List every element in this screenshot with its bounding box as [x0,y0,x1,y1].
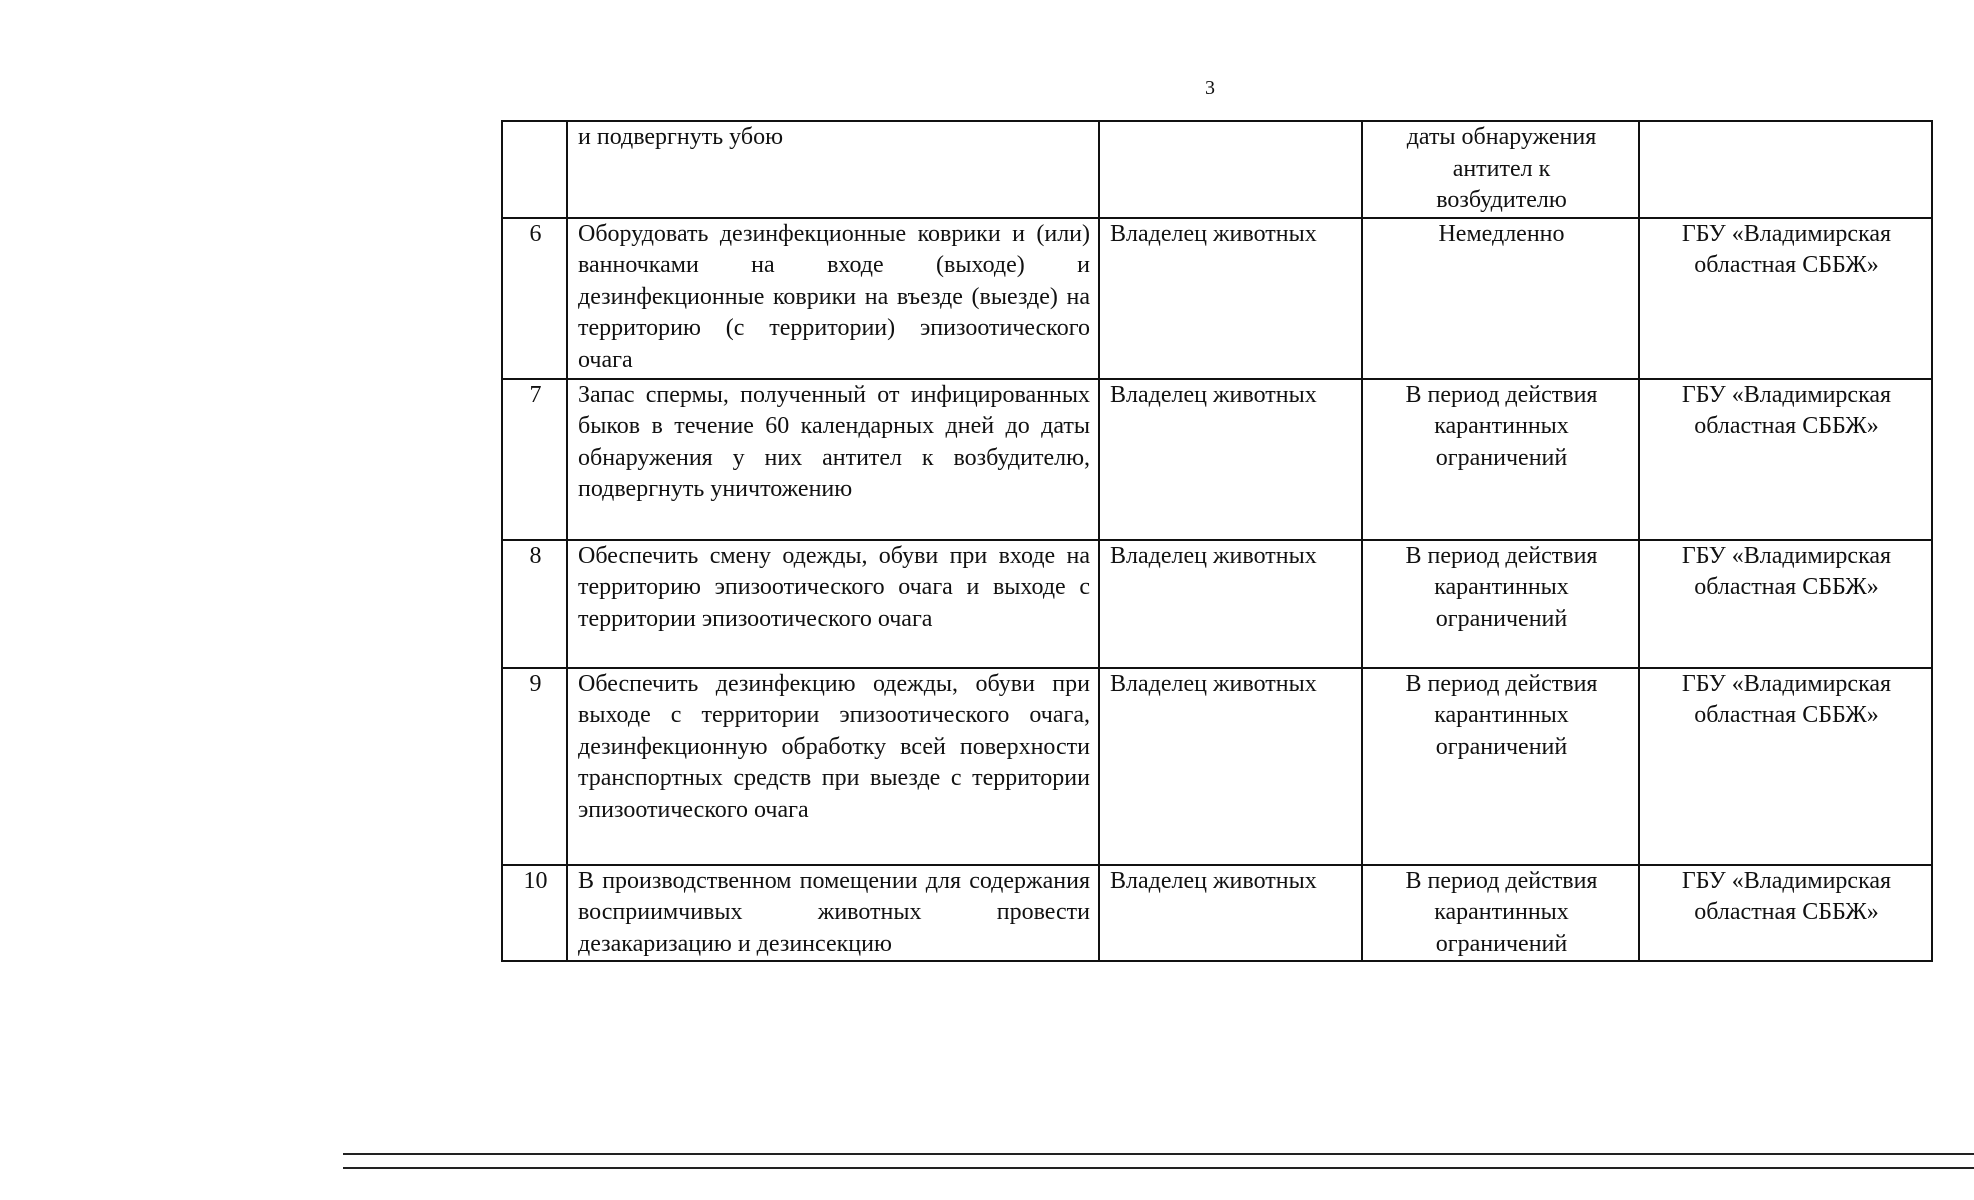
measure-text: и подвергнуть убою [567,121,1099,218]
measures-table [501,120,1933,962]
term-cell [1362,121,1639,218]
term-line: карантинных [1434,702,1569,728]
term-cell [1362,218,1639,379]
term-cell [1362,668,1639,865]
measure-text: Обеспечить дезинфекцию одежды, обуви при выходе с территории эпизоотического очага, дезинфекционную обработку всей поверхности транспортных средств при выезде с территории эпизоотического очага [567,668,1099,865]
responsible-cell: Владелец животных [1099,668,1362,865]
footer-rule-bottom [343,1167,1974,1169]
term-line: антител к [1452,155,1551,182]
executor-line: ГБУ «Владимирская [1681,220,1892,247]
measures-table-body [502,121,1932,961]
table-row [502,865,1932,962]
term-line: ограничений [1435,930,1568,957]
executor-cell [1639,865,1932,962]
executor-line: ГБУ «Владимирская [1681,381,1892,408]
page-number: 3 [1205,77,1215,99]
measure-text: В производственном помещении для содержания восприимчивых животных провести дезакаризацию и дезинсекцию [567,865,1099,962]
executor-line: областная СББЖ» [1694,702,1879,728]
term-line: В период действия [1405,542,1598,569]
executor-cell [1639,540,1932,668]
term-cell [1362,540,1639,668]
executor-line: областная СББЖ» [1694,574,1879,600]
term-line: карантинных [1434,413,1569,439]
responsible-cell: Владелец животных [1099,218,1362,379]
term-line: даты обнаружения [1406,124,1597,150]
row-number: 8 [502,540,567,668]
executor-cell [1639,218,1932,379]
executor-cell [1639,668,1932,865]
table-row [502,540,1932,668]
term-line: карантинных [1434,899,1569,925]
executor-cell [1639,379,1932,540]
measure-text: Оборудовать дезинфекционные коврики и (или) ванночками на входе (выходе) и дезинфекционные коврики на въезде (выезде) на территорию (с территории) эпизоотического очага [567,218,1099,379]
row-number: 9 [502,668,567,865]
responsible-cell: Владелец животных [1099,379,1362,540]
term-line: ограничений [1435,444,1568,471]
term-cell [1362,379,1639,540]
row-number: 7 [502,379,567,540]
responsible-cell: Владелец животных [1099,865,1362,962]
responsible-cell [1099,121,1362,218]
term-line: карантинных [1434,574,1569,600]
term-line: В период действия [1405,381,1598,408]
executor-cell [1639,121,1932,218]
executor-line: ГБУ «Владимирская [1681,867,1892,894]
term-cell [1362,865,1639,962]
table-row [502,121,1932,218]
term-line: ограничений [1435,605,1568,632]
term-line: Немедленно [1438,220,1565,247]
table-row [502,218,1932,379]
executor-line: ГБУ «Владимирская [1681,542,1892,569]
executor-line: областная СББЖ» [1694,413,1879,439]
term-line: ограничений [1435,733,1568,760]
row-number: 6 [502,218,567,379]
row-number: 10 [502,865,567,962]
executor-line: областная СББЖ» [1694,252,1879,278]
footer-rule-top [343,1153,1974,1155]
measure-text: Запас спермы, полученный от инфицированных быков в течение 60 календарных дней до даты обнаружения у них антител к возбудителю, подвергнуть уничтожению [567,379,1099,540]
executor-line: ГБУ «Владимирская [1681,670,1892,697]
measure-text: Обеспечить смену одежды, обуви при входе на территорию эпизоотического очага и выходе с территории эпизоотического очага [567,540,1099,668]
row-number [502,121,567,218]
term-line: В период действия [1405,867,1598,894]
responsible-cell: Владелец животных [1099,540,1362,668]
term-line: В период действия [1405,670,1598,697]
term-line: возбудителю [1436,187,1567,213]
executor-line: областная СББЖ» [1694,899,1879,925]
table-row [502,668,1932,865]
table-row [502,379,1932,540]
